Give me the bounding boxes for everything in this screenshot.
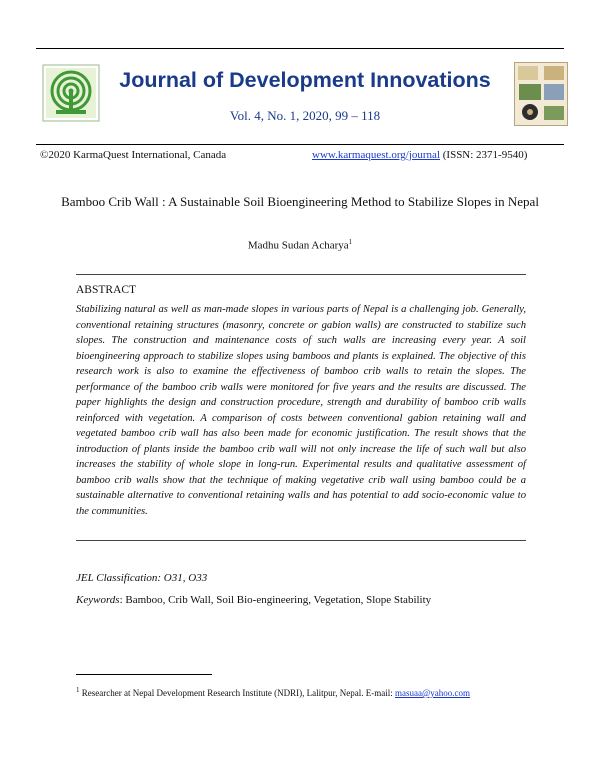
- footnote-rule: [76, 674, 212, 675]
- journal-volume: Vol. 4, No. 1, 2020, 99 – 118: [229, 108, 381, 123]
- keywords-list: : Bamboo, Crib Wall, Soil Bio-engineering, Vegetation, Slope Stability: [119, 594, 432, 606]
- keywords-label: Keywords: [76, 594, 120, 606]
- abstract-heading: ABSTRACT: [76, 284, 137, 296]
- journal-cover-icon: [514, 62, 568, 126]
- paper-title: Bamboo Crib Wall : A Sustainable Soil Bioengineering Method to Stabilize Slopes in Nepal: [61, 194, 539, 209]
- issn: (ISSN: 2371-9540): [440, 149, 528, 161]
- author-name: Madhu Sudan Acharya: [247, 239, 349, 252]
- website-link[interactable]: www.karmaquest.org/journal: [312, 149, 440, 161]
- journal-title: Journal of Development Innovations: [119, 68, 491, 92]
- header-bottom-rule: [36, 144, 564, 145]
- footnote-email-link[interactable]: masuaa@yahoo.com: [395, 688, 471, 698]
- author-line: [60, 238, 540, 252]
- footnote-marker: 1: [76, 686, 80, 694]
- abstract-top-rule: [76, 274, 526, 275]
- abstract-bottom-rule: [76, 540, 526, 541]
- author-footnote-marker: 1: [348, 238, 353, 246]
- footnote-text: Researcher at Nepal Development Research Institute (NDRI), Lalitpur, Nepal. E-mail:: [79, 688, 396, 698]
- jel-classification: JEL Classification: O31, O33: [76, 572, 208, 584]
- journal-logo-icon: [42, 64, 100, 122]
- journal-website: [312, 149, 527, 161]
- keywords: [76, 594, 431, 606]
- footnote: [76, 686, 470, 698]
- copyright-notice: ©2020 KarmaQuest International, Canada: [40, 149, 227, 161]
- abstract-text: Stabilizing natural as well as man-made slopes in various parts of Nepal is a challenging job. Generally, conventional retaining structures (masonry, concrete or gabion walls) are constructed to stabilize such slopes. The construction and maintenance costs of such walls are increasing every year. A soil bioengineering approach to stabilize slopes using bamboos and plants is explained. The objective of this research work is also to examine the effectiveness of bamboo crib walls to retain the slopes. The performance of the bamboo crib walls were monitored for five years and the results are discussed. The paper highlights the design and construction procedure, strength and durability of bamboo crib walls reinforced with vegetation. A comparison of costs between conventional gabion retaining wall and vegetated bamboo crib wall has also been made for economic justification. The result shows that the introduction of plants inside the bamboo crib wall will not only increase the life of such wall but also increases the stability of whole slope in long-run. Experimental results and qualitative assessment of bamboo crib walls show that the technique of making vegetative crib wall using bamboo could be a sustainable alternative to conventional retaining walls and has potential to add socio-economic value to the communities.: [76, 304, 526, 517]
- header-top-rule: [36, 48, 564, 49]
